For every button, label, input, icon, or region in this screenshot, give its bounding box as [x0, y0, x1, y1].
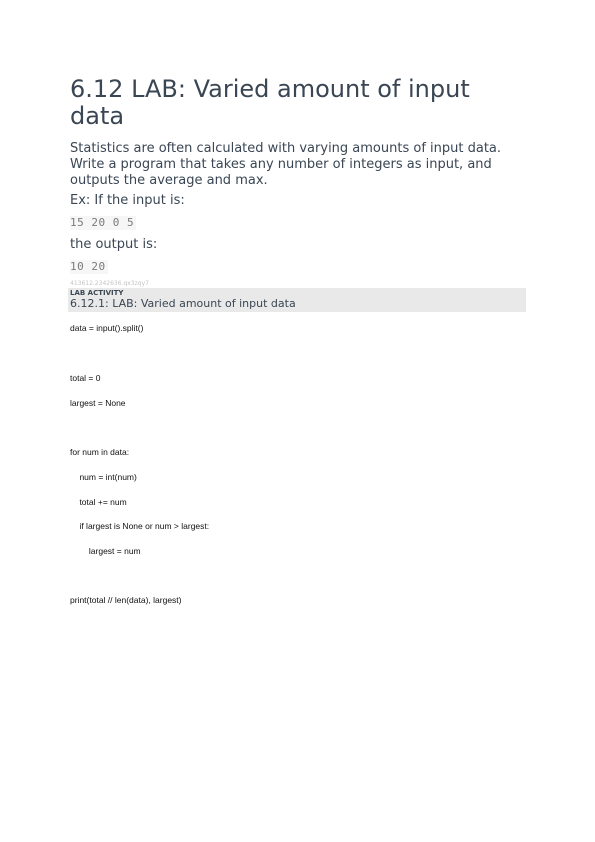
code-line: print(total // len(data), largest) — [70, 595, 182, 605]
activity-id: 413612.2342636.qx3zqy7 — [70, 280, 149, 287]
lab-activity-header — [68, 288, 526, 312]
example-output-label: the output is: — [70, 237, 158, 252]
intro-paragraph: Statistics are often calculated with varying amounts of input data. Write a program that takes any number of integers as input, and outputs the average and max. — [70, 141, 502, 188]
page-title: 6.12 LAB: Varied amount of input data — [70, 75, 470, 130]
code-line: data = input().split() — [70, 323, 144, 333]
example-input-code: 15 20 0 5 — [70, 216, 135, 229]
lab-activity-title: 6.12.1: LAB: Varied amount of input data — [70, 297, 296, 310]
code-line: for num in data: — [70, 447, 130, 457]
example-input-label: Ex: If the input is: — [70, 193, 185, 208]
example-output-code: 10 20 — [70, 260, 106, 273]
code-line: if largest is None or num > largest: — [70, 521, 210, 531]
code-line: num = int(num) — [70, 472, 137, 482]
code-line: largest = num — [70, 546, 141, 556]
lab-activity-kicker: LAB ACTIVITY — [70, 289, 124, 297]
code-line: largest = None — [70, 398, 126, 408]
code-line: total = 0 — [70, 373, 101, 383]
code-line: total += num — [70, 497, 127, 507]
